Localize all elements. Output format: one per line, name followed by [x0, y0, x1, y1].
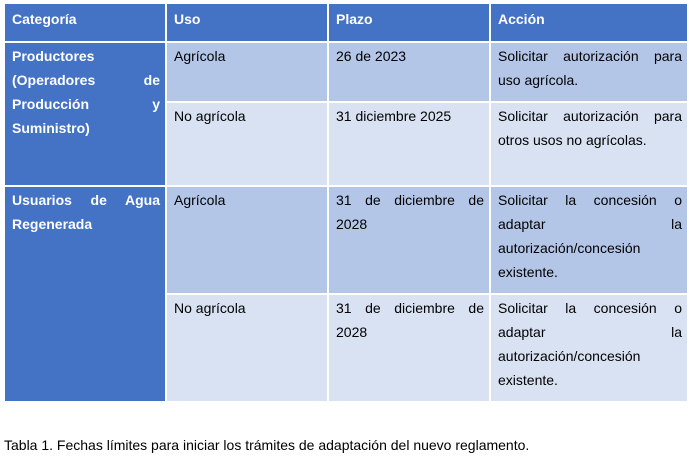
- header-accion: Acción: [490, 3, 688, 42]
- uso-cell: No agrícola: [166, 102, 328, 186]
- accion-cell: Solicitar autorización para uso agrícola.: [490, 42, 688, 102]
- category-cell-usuarios: Usuarios de Agua Regenerada: [4, 186, 166, 402]
- table-header-row: [4, 3, 688, 42]
- plazo-cell: 26 de 2023: [328, 42, 490, 102]
- accion-cell: Solicitar la concesión o adaptar la autorización/concesión existente.: [490, 294, 688, 402]
- uso-cell: Agrícola: [166, 186, 328, 294]
- plazo-cell: 31 diciembre 2025: [328, 102, 490, 186]
- accion-cell: Solicitar autorización para otros usos no agrícolas.: [490, 102, 688, 186]
- plazo-cell: 31 de diciembre de 2028: [328, 294, 490, 402]
- table-row: [4, 42, 688, 102]
- header-categoria: Categoría: [4, 3, 166, 42]
- uso-cell: Agrícola: [166, 42, 328, 102]
- plazo-cell: 31 de diciembre de 2028: [328, 186, 490, 294]
- header-uso: Uso: [166, 3, 328, 42]
- header-plazo: Plazo: [328, 3, 490, 42]
- uso-cell: No agrícola: [166, 294, 328, 402]
- deadlines-table: [3, 2, 689, 403]
- table-caption: Tabla 1. Fechas límites para iniciar los trámites de adaptación del nuevo reglamento.: [4, 437, 530, 453]
- accion-cell: Solicitar la concesión o adaptar la autorización/concesión existente.: [490, 186, 688, 294]
- category-cell-productores: Productores (Operadores de Producción y Suministro): [4, 42, 166, 186]
- table-row: [4, 186, 688, 294]
